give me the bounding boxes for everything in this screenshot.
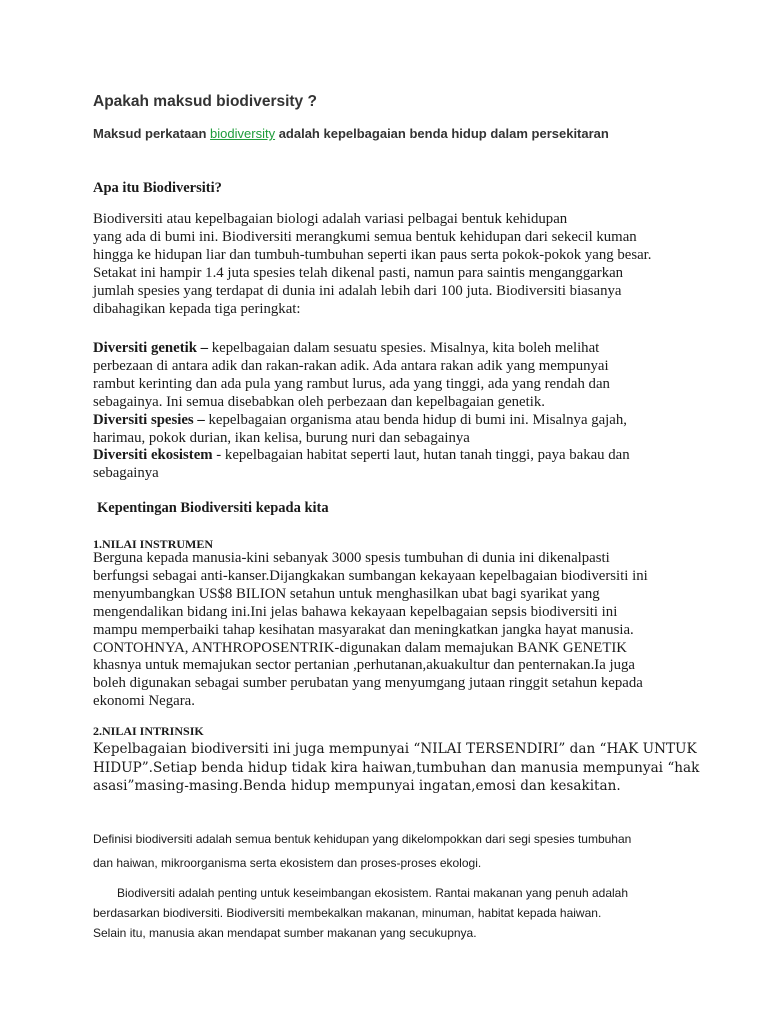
- paragraph-line: sebagainya. Ini semua disebabkan oleh perbezaan dan kepelbagaian genetik.: [93, 393, 545, 410]
- paragraph-penting: [93, 883, 628, 943]
- intro-after: adalah kepelbagaian benda hidup dalam persekitaran: [275, 126, 609, 141]
- heading-apa-itu-biodiversiti: Apa itu Biodiversiti?: [93, 180, 222, 196]
- paragraph-line: dan haiwan, mikroorganisma serta ekosistem dan proses-proses ekologi.: [93, 855, 482, 870]
- ecosystem-line: [93, 447, 630, 465]
- paragraph-line: Kepelbagaian biodiversiti ini juga mempunyai “NILAI TERSENDIRI” dan “HAK UNTUK: [93, 741, 697, 757]
- species-line: [93, 412, 630, 430]
- section-title-nilai-intrinsik: 2.NILAI INTRINSIK: [93, 724, 204, 738]
- paragraph-line: harimau, pokok durian, ikan kelisa, burung nuri dan sebagainya: [93, 429, 470, 446]
- paragraph-line: hingga ke hidupan liar dan tumbuh-tumbuhan seperti ikan paus serta pokok-pokok yang besar.: [93, 246, 652, 263]
- paragraph-line: berdasarkan biodiversiti. Biodiversiti membekalkan makanan, minuman, habitat kepada haiwan.: [93, 906, 602, 920]
- term-genetic: Diversiti genetik –: [93, 340, 209, 356]
- paragraph-line: berfungsi sebagai anti-kanser.Dijangkakan sumbangan kekayaan kepelbagaian biodiversiti ini: [93, 567, 648, 584]
- paragraph-nilai-intrinsik: [93, 740, 699, 796]
- paragraph-line: Biodiversiti adalah penting untuk keseimbangan ekosistem. Rantai makanan yang penuh adalah: [117, 886, 629, 900]
- paragraph-line: Biodiversiti atau kepelbagaian biologi adalah variasi pelbagai bentuk kehidupan: [93, 211, 568, 227]
- paragraph-line: asasi”masing-masing.Benda hidup mempunyai ingatan,emosi dan kesakitan.: [93, 778, 621, 794]
- genetic-line: [93, 340, 630, 358]
- paragraph-line: mengendalikan bidang ini.Ini jelas bahawa kekayaan kepelbagaian sepsis biodiversiti ini: [93, 603, 618, 620]
- intro-sentence: [93, 126, 609, 141]
- term-ecosystem: Diversiti ekosistem: [93, 447, 213, 464]
- paragraph-line: mampu memperbaiki tahap kesihatan masyarakat dan meningkatkan jangka hayat manusia.: [93, 621, 634, 638]
- ecosystem-text: - kepelbagaian habitat seperti laut, hutan tanah tinggi, paya bakau dan: [212, 447, 630, 464]
- paragraph-definisi: [93, 828, 631, 875]
- heading-what-is-biodiversity: Apakah maksud biodiversity ?: [93, 93, 317, 110]
- heading-kepentingan: Kepentingan Biodiversiti kepada kita: [97, 500, 329, 516]
- paragraph-line: khasnya untuk memajukan sector pertanian ,perhutanan,akuakultur dan penternakan.Ia juga: [93, 657, 635, 674]
- term-species: Diversiti spesies –: [93, 411, 205, 428]
- genetic-text: kepelbagaian dalam sesuatu spesies. Misalnya, kita boleh melihat: [208, 340, 600, 356]
- paragraph-line: dibahagikan kepada tiga peringkat:: [93, 300, 301, 317]
- paragraph-line: Definisi biodiversiti adalah semua bentuk kehidupan yang dikelompokkan dari segi spesies tumbuhan: [93, 832, 632, 846]
- intro-before: Maksud perkataan: [93, 126, 211, 141]
- paragraph-line: Berguna kepada manusia-kini sebanyak 3000 spesis tumbuhan di dunia ini dikenalpasti: [93, 550, 610, 566]
- paragraph-line: HIDUP”.Setiap benda hidup tidak kira haiwan,tumbuhan dan manusia mempunyai “hak: [93, 759, 700, 776]
- paragraph-levels: [93, 340, 630, 483]
- paragraph-line: menyumbangkan US$8 BILION setahun untuk menghasilkan ubat bagi syarikat yang: [93, 585, 600, 602]
- paragraph-line: Selain itu, manusia akan mendapat sumber makanan yang secukupnya.: [93, 926, 477, 940]
- section-title-nilai-instrumen: 1.NILAI INSTRUMEN: [93, 537, 214, 551]
- paragraph-line: ekonomi Negara.: [93, 693, 195, 710]
- paragraph-line: CONTOHNYA, ANTHROPOSENTRIK-digunakan dalam memajukan BANK GENETIK: [93, 639, 627, 656]
- biodiversity-link[interactable]: biodiversity: [210, 126, 276, 141]
- paragraph-line: Setakat ini hampir 1.4 juta spesies telah dikenal pasti, namun para saintis menganggarkan: [93, 264, 624, 281]
- paragraph-line: boleh digunakan sebagai sumber perubatan yang menyumgang jutaan ringgit setahun kepada: [93, 675, 643, 692]
- paragraph-line: rambut kerinting dan ada pula yang rambut lurus, ada yang tinggi, ada yang rendah dan: [93, 375, 610, 392]
- paragraph-line: jumlah spesies yang terdapat di dunia ini adalah lebih dari 100 juta. Biodiversiti biasanya: [93, 282, 622, 299]
- paragraph-line: yang ada di bumi ini. Biodiversiti merangkumi semua bentuk kehidupan dari sekecil kuman: [93, 228, 637, 245]
- species-text: kepelbagaian organisma atau benda hidup di bumi ini. Misalnya gajah,: [204, 411, 627, 428]
- paragraph-nilai-instrumen: [93, 550, 648, 711]
- paragraph-line: perbezaan di antara adik dan rakan-rakan adik. Ada antara rakan adik yang mempunyai: [93, 357, 609, 374]
- paragraph-line: sebagainya: [93, 465, 159, 482]
- paragraph-definition: [93, 211, 651, 318]
